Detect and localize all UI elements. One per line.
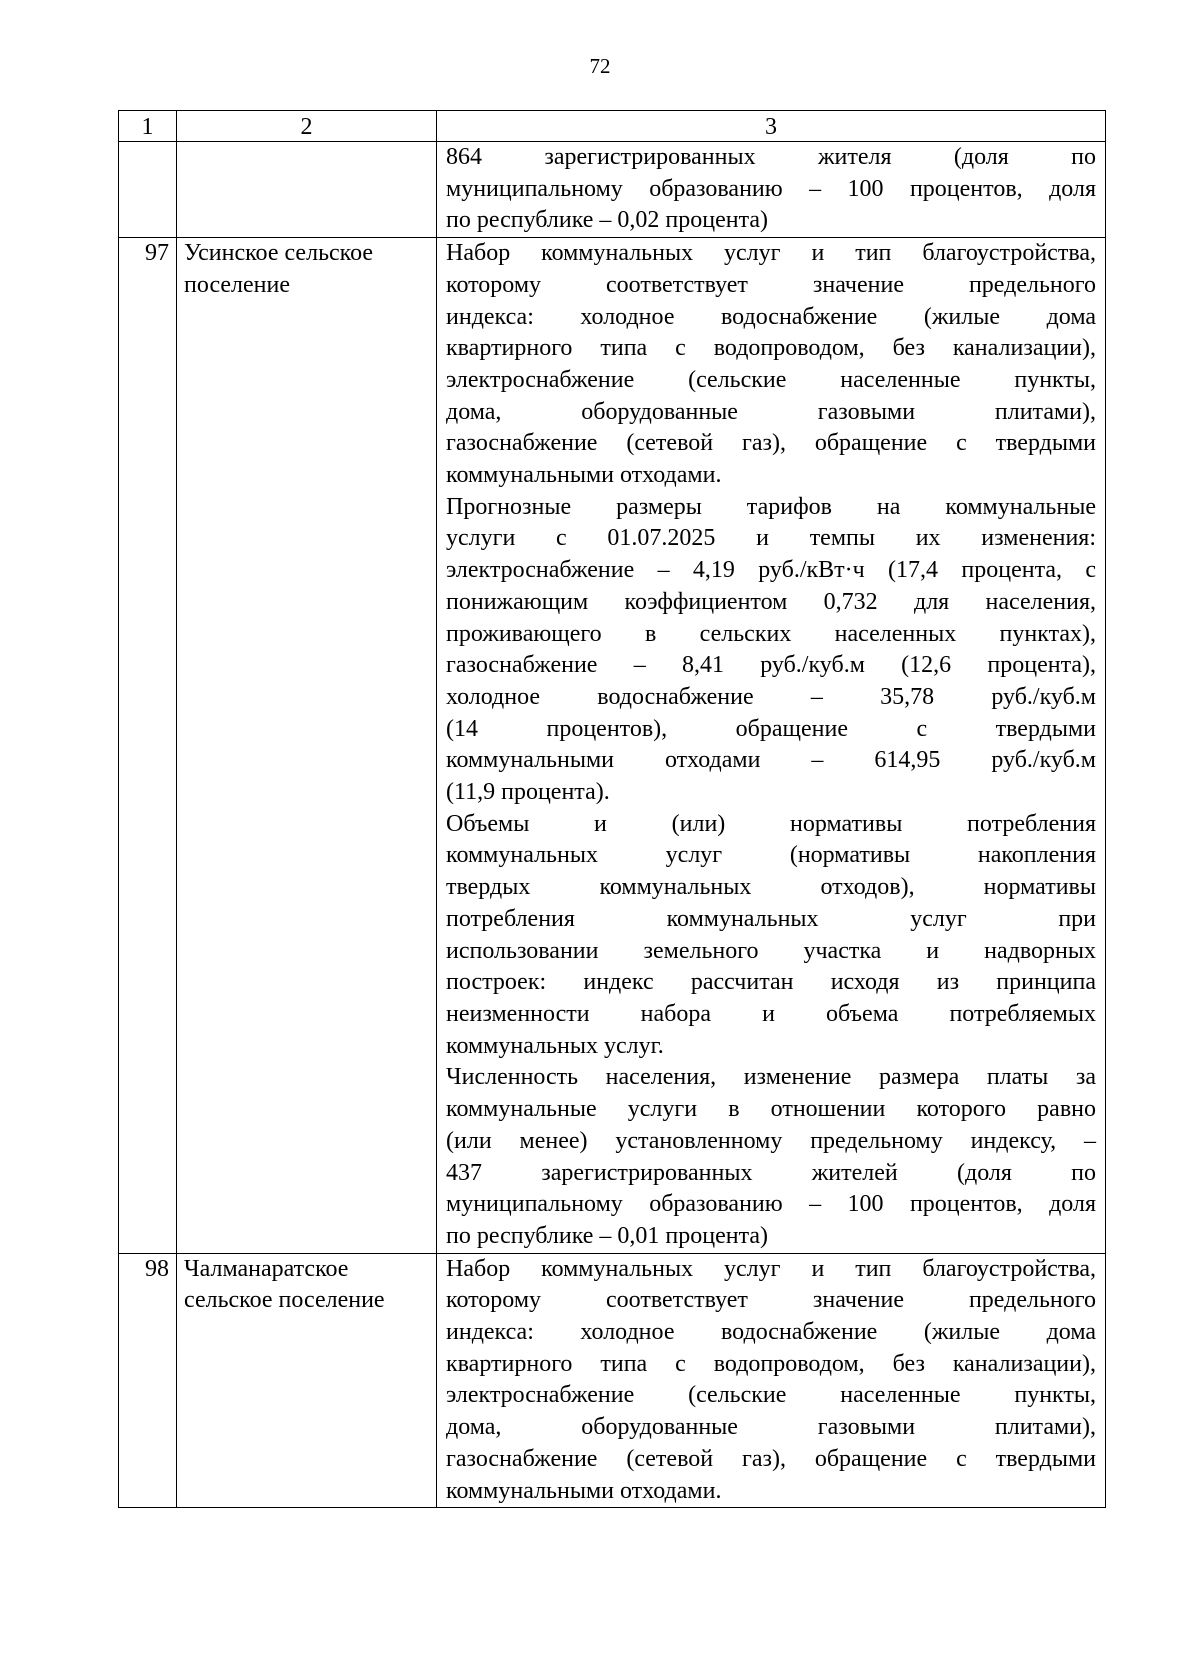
description-cell bbox=[437, 238, 1106, 1254]
text-line: электроснабжение (сельские населенные пункты, bbox=[446, 366, 1096, 393]
name-line: Чалманаратское bbox=[184, 1255, 349, 1282]
text-line: муниципальному образованию – 100 процентов, доля bbox=[446, 175, 1096, 202]
text-line: Набор коммунальных услуг и тип благоустройства, bbox=[446, 1255, 1096, 1282]
text-line: потребления коммунальных услуг при bbox=[446, 905, 1096, 932]
text-line: квартирного типа с водопроводом, без канализации), bbox=[446, 335, 1096, 362]
column-header-number: 1 bbox=[119, 111, 177, 142]
text-line: газоснабжение (сетевой газ), обращение с твердыми bbox=[446, 1445, 1096, 1472]
services-paragraph bbox=[446, 238, 1096, 492]
text-line: по республике – 0,02 процента) bbox=[446, 207, 769, 234]
text-line: коммунальные услуги в отношении которого равно bbox=[446, 1096, 1096, 1123]
text-line: холодное водоснабжение – 35,78 руб./куб.м bbox=[446, 683, 1096, 710]
text-line: которому соответствует значение предельного bbox=[446, 1287, 1096, 1314]
column-header-description: 3 bbox=[437, 111, 1106, 142]
text-line: дома, оборудованные газовыми плитами), bbox=[446, 398, 1096, 425]
text-line: построек: индекс рассчитан исходя из принципа bbox=[446, 969, 1096, 996]
name-line: поселение bbox=[184, 271, 291, 298]
name-line: Усинское сельское bbox=[184, 240, 374, 267]
text-line: услуги с 01.07.2025 и темпы их изменения: bbox=[446, 525, 1096, 552]
text-line: индекса: холодное водоснабжение (жилые дома bbox=[446, 303, 1096, 330]
text-line: коммунальных услуг. bbox=[446, 1032, 664, 1059]
text-line: дома, оборудованные газовыми плитами), bbox=[446, 1414, 1096, 1441]
text-line: электроснабжение – 4,19 руб./кВт·ч (17,4 процента, с bbox=[446, 557, 1096, 584]
text-line: по республике – 0,01 процента) bbox=[446, 1222, 769, 1249]
text-line: коммунальными отходами – 614,95 руб./куб.м bbox=[446, 747, 1096, 774]
text-line: Набор коммунальных услуг и тип благоустройства, bbox=[446, 240, 1096, 267]
text-line: (14 процентов), обращение с твердыми bbox=[446, 715, 1096, 742]
text-line: 864 зарегистрированных жителя (доля по bbox=[446, 144, 1096, 170]
municipality-name bbox=[177, 238, 437, 1254]
text-line: неизменности набора и объема потребляемых bbox=[446, 1000, 1096, 1027]
text-line: (11,9 процента). bbox=[446, 779, 610, 806]
description-cell bbox=[437, 1253, 1106, 1508]
text-line: Объемы и (или) нормативы потребления bbox=[446, 810, 1096, 837]
continuation-paragraph bbox=[446, 142, 1096, 237]
document-table bbox=[118, 110, 1106, 1508]
text-line: индекса: холодное водоснабжение (жилые дома bbox=[446, 1319, 1096, 1346]
municipality-name bbox=[177, 1253, 437, 1508]
column-header-name: 2 bbox=[177, 111, 437, 142]
row-number: 98 bbox=[119, 1253, 177, 1508]
text-line: электроснабжение (сельские населенные пункты, bbox=[446, 1382, 1096, 1409]
name-line: сельское поселение bbox=[184, 1287, 385, 1314]
continuation-name-cell bbox=[177, 142, 437, 238]
table-row-97 bbox=[119, 238, 1106, 1254]
text-line: коммунальными отходами. bbox=[446, 462, 722, 489]
continuation-number-cell bbox=[119, 142, 177, 238]
text-line: газоснабжение (сетевой газ), обращение с твердыми bbox=[446, 430, 1096, 457]
norms-paragraph bbox=[446, 809, 1096, 1063]
text-line: квартирного типа с водопроводом, без канализации), bbox=[446, 1350, 1096, 1377]
text-line: 437 зарегистрированных жителей (доля по bbox=[446, 1159, 1096, 1186]
text-line: проживающего в сельских населенных пунктах), bbox=[446, 620, 1096, 647]
tariffs-paragraph bbox=[446, 492, 1096, 809]
text-line: твердых коммунальных отходов), нормативы bbox=[446, 874, 1096, 901]
text-line: Прогнозные размеры тарифов на коммунальные bbox=[446, 493, 1096, 520]
text-line: газоснабжение – 8,41 руб./куб.м (12,6 процента), bbox=[446, 652, 1096, 679]
table-header-row bbox=[119, 111, 1106, 142]
text-line: муниципальному образованию – 100 процентов, доля bbox=[446, 1191, 1096, 1218]
continuation-row bbox=[119, 142, 1106, 238]
table-row-98 bbox=[119, 1253, 1106, 1508]
text-line: коммунальных услуг (нормативы накопления bbox=[446, 842, 1096, 869]
continuation-text-cell bbox=[437, 142, 1106, 238]
text-line: Численность населения, изменение размера платы за bbox=[446, 1064, 1096, 1091]
population-paragraph bbox=[446, 1062, 1096, 1252]
text-line: использовании земельного участка и надворных bbox=[446, 937, 1096, 964]
text-line: понижающим коэффициентом 0,732 для населения, bbox=[446, 588, 1096, 615]
text-line: коммунальными отходами. bbox=[446, 1477, 722, 1504]
text-line: которому соответствует значение предельного bbox=[446, 271, 1096, 298]
services-paragraph bbox=[446, 1254, 1096, 1508]
row-number: 97 bbox=[119, 238, 177, 1254]
text-line: (или менее) установленному предельному индексу, – bbox=[446, 1127, 1096, 1154]
page-number: 72 bbox=[589, 54, 611, 78]
